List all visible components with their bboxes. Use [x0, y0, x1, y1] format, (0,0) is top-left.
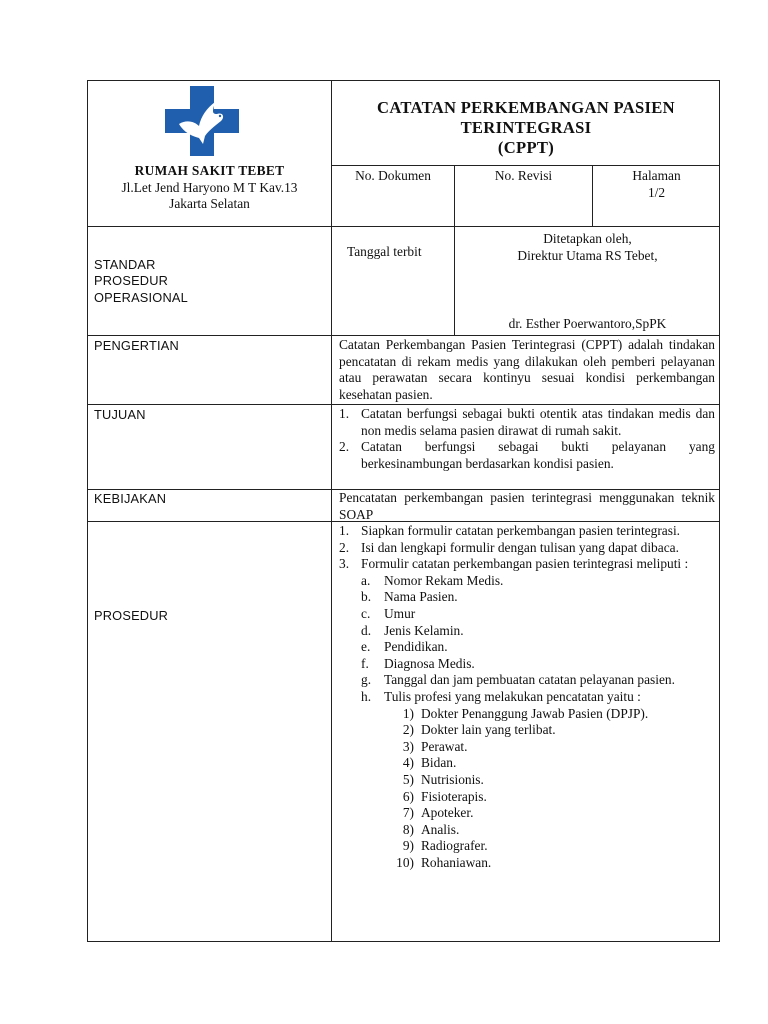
title-line: TERINTEGRASI [460, 118, 592, 137]
profession-number: 3) [402, 738, 414, 754]
list-item [384, 838, 715, 855]
title-line: (CPPT) [497, 138, 555, 157]
list-item [361, 672, 715, 689]
profession-text: Dokter lain yang terlibat. [421, 722, 556, 738]
list-item [384, 755, 715, 772]
list-item [384, 706, 715, 723]
sop-document [87, 80, 720, 942]
step-number: 3. [339, 556, 350, 572]
row-divider [88, 335, 720, 336]
row-divider [88, 226, 720, 227]
item-text: Catatan berfungsi sebagai bukti pelayanan yang berkesinambungan berdasarkan kondisi pasien. [361, 439, 715, 471]
list-item [384, 722, 715, 739]
spo-label-line: OPERASIONAL [94, 289, 188, 305]
list-item [361, 573, 715, 590]
profession-number: 5) [402, 771, 414, 787]
ditetapkan-line: Direktur Utama RS Tebet, [517, 247, 658, 263]
profession-number: 6) [402, 788, 414, 804]
sub-item-text: Tanggal dan jam pembuatan catatan pelayanan pasien. [384, 672, 675, 688]
profession-number: 1) [402, 705, 414, 721]
list-item [384, 805, 715, 822]
profession-number: 4) [402, 755, 414, 771]
row-divider [331, 165, 720, 166]
ditetapkan-line: Ditetapkan oleh, [543, 231, 632, 246]
sub-item-text: Jenis Kelamin. [384, 622, 464, 638]
prosedur-label: PROSEDUR [94, 608, 169, 623]
column-divider [331, 81, 332, 942]
hospital-address-line2: Jakarta Selatan [169, 196, 250, 212]
title-line: CATATAN PERKEMBANGAN PASIEN [377, 98, 675, 117]
sub-item-text: Diagnosa Medis. [384, 655, 475, 671]
sub-item-letter: g. [361, 672, 372, 688]
profession-text: Fisioterapis. [421, 788, 487, 804]
tujuan-list [339, 406, 715, 472]
list-item [384, 772, 715, 789]
list-item [339, 406, 715, 439]
halaman-cell [593, 168, 720, 201]
row-divider [88, 404, 720, 405]
no-revisi-label: No. Revisi [494, 168, 553, 183]
sub-item-letter: d. [361, 622, 372, 638]
profession-text: Bidan. [421, 755, 457, 771]
profession-text: Rohaniawan. [421, 854, 492, 870]
step-text: Formulir catatan perkembangan pasien terintegrasi meliputi : [361, 556, 689, 572]
list-item [384, 739, 715, 756]
item-number: 1. [339, 406, 350, 421]
profession-number: 7) [402, 805, 414, 821]
sub-item-letter: a. [361, 572, 371, 588]
list-item [339, 556, 715, 871]
kebijakan-text: Pencatatan perkembangan pasien terintegrasi menggunakan teknik SOAP [339, 490, 715, 522]
signatory-name: dr. Esther Poerwantoro,SpPK [508, 316, 667, 331]
profession-number: 10) [396, 854, 414, 870]
pengertian-text: Catatan Perkembangan Pasien Terintegrasi (CPPT) adalah tindakan pencatatan di rekam medis yang dilakukan oleh pemberi pelayanan atau perawatan secara kontinyu sesuai kondisi perkembangan kesehatan pasien. [339, 337, 715, 402]
step-number: 2. [339, 539, 350, 555]
list-item [361, 689, 715, 872]
cross-dove-logo-icon [165, 86, 239, 156]
step-text: Isi dan lengkapi formulir dengan tulisan yang dapat dibaca. [361, 539, 679, 555]
tanggal-terbit-label: Tanggal terbit [347, 244, 422, 259]
profession-number: 9) [402, 838, 414, 854]
profession-number: 2) [402, 722, 414, 738]
list-item [384, 789, 715, 806]
sub-item-letter: e. [361, 639, 371, 655]
list-item [361, 606, 715, 623]
step-text: Siapkan formulir catatan perkembangan pasien terintegrasi. [361, 523, 681, 538]
profession-text: Nutrisionis. [421, 771, 484, 787]
spo-label-line: PROSEDUR [94, 273, 169, 289]
profession-text: Analis. [421, 821, 460, 837]
hospital-identity [88, 163, 331, 213]
sub-item-text: Nomor Rekam Medis. [384, 572, 504, 588]
sub-item-text: Tulis profesi yang melakukan pencatatan yaitu : [384, 688, 641, 704]
item-number: 2. [339, 439, 350, 455]
item-text: Catatan berfungsi sebagai bukti otentik atas tindakan medis dan non medis selama pasien dirawat di rumah sakit. [361, 406, 715, 438]
list-item [361, 589, 715, 606]
profession-text: Apoteker. [421, 805, 474, 821]
sub-item-letter: c. [361, 605, 371, 621]
sub-item-text: Nama Pasien. [384, 589, 458, 605]
sub-item-letter: h. [361, 688, 372, 704]
sub-item-letter: f. [361, 655, 369, 671]
sub-item-text: Umur [384, 605, 416, 621]
pengertian-label: PENGERTIAN [94, 338, 179, 353]
list-item [361, 623, 715, 640]
kebijakan-label: KEBIJAKAN [94, 491, 167, 506]
list-item [339, 540, 715, 557]
sub-item-letter: b. [361, 589, 372, 605]
spo-label-line: STANDAR [94, 257, 156, 272]
ditetapkan-block [455, 231, 720, 264]
sub-item-text: Pendidikan. [384, 639, 448, 655]
halaman-value: 1/2 [647, 184, 666, 200]
list-item [339, 439, 715, 472]
hospital-name: RUMAH SAKIT TEBET [134, 163, 285, 178]
list-item [361, 656, 715, 673]
prosedur-steps [339, 523, 715, 871]
step-number: 1. [339, 523, 350, 538]
spo-label [94, 257, 324, 306]
tujuan-label: TUJUAN [94, 407, 146, 422]
no-dokumen-label: No. Dokumen [355, 168, 431, 183]
list-item [384, 855, 715, 872]
profession-text: Dokter Penanggung Jawab Pasien (DPJP). [421, 705, 649, 721]
profession-text: Radiografer. [421, 838, 488, 854]
profession-text: Perawat. [421, 738, 468, 754]
list-item [361, 639, 715, 656]
profession-number: 8) [402, 821, 414, 837]
document-title [332, 98, 720, 158]
list-item [384, 822, 715, 839]
hospital-address-line1: Jl.Let Jend Haryono M T Kav.13 [121, 179, 298, 195]
halaman-label: Halaman [632, 168, 681, 183]
list-item [339, 523, 715, 540]
